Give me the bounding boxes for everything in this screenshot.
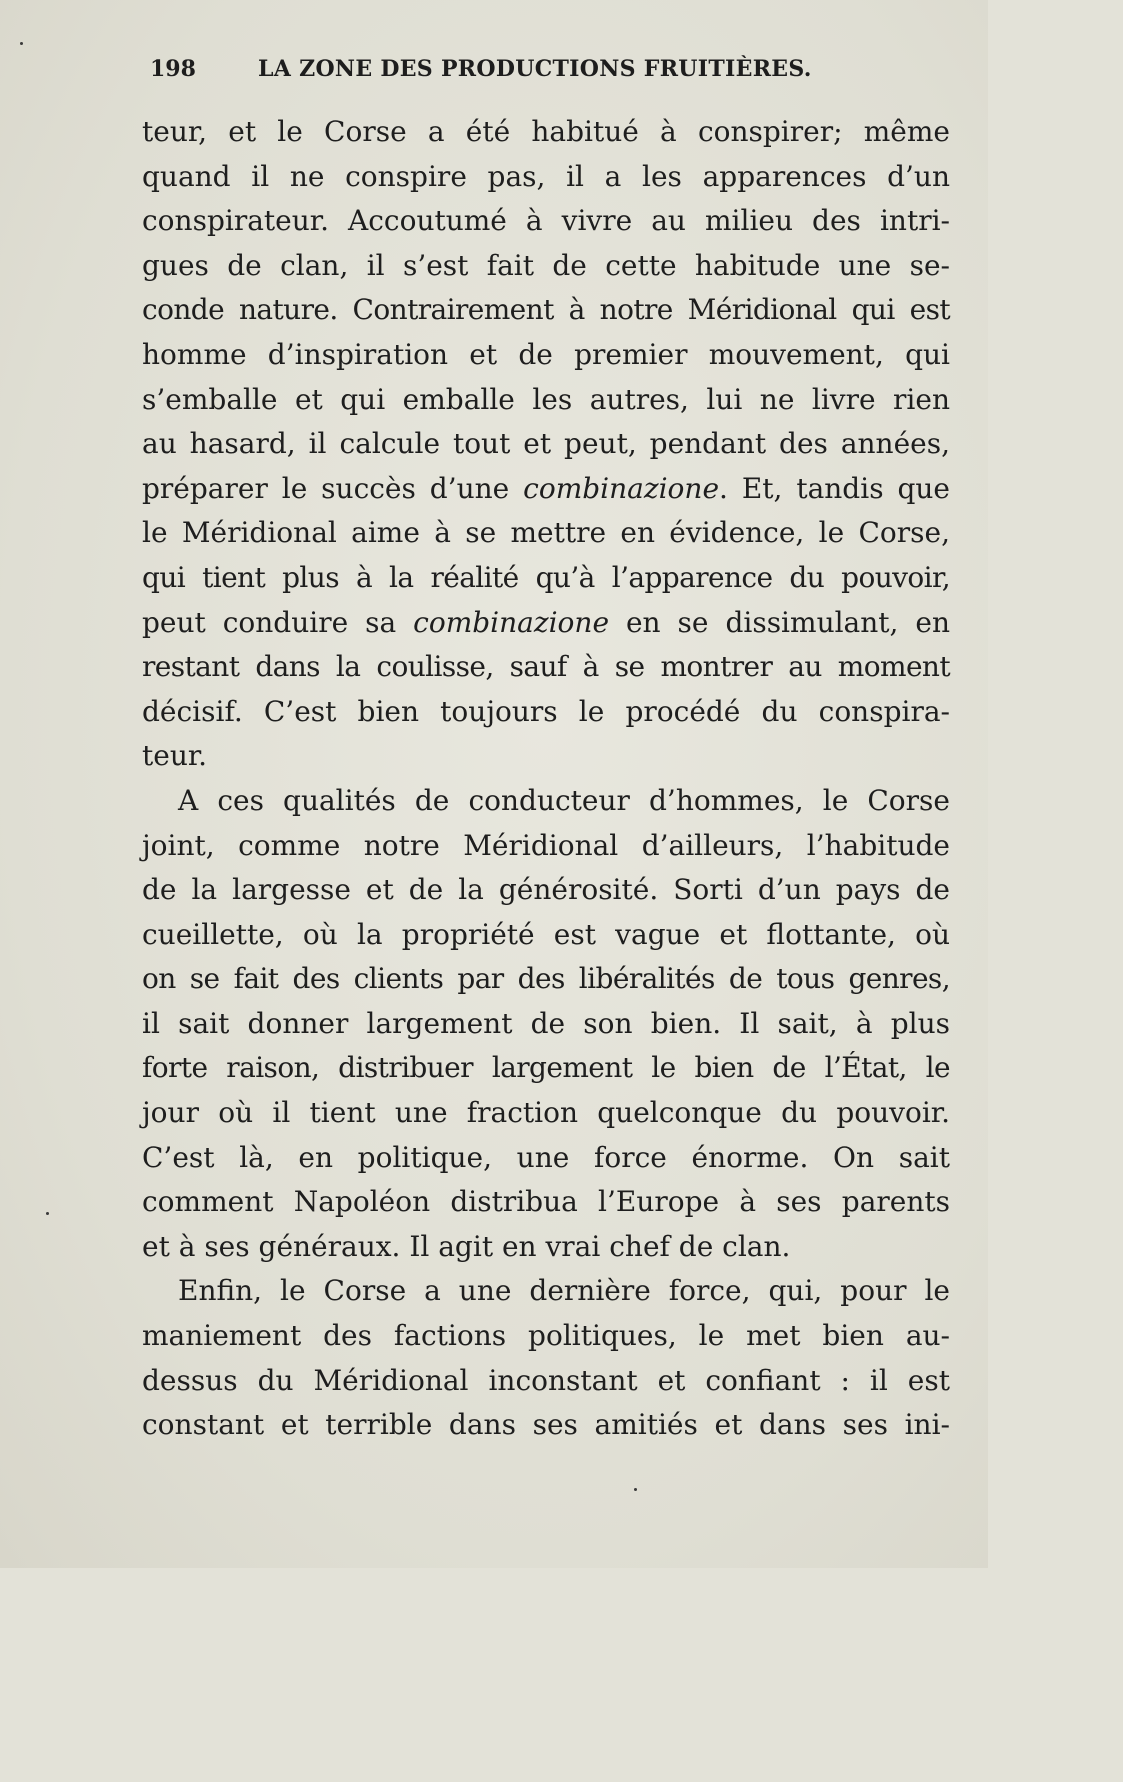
text-run: peut conduire sa [142, 605, 414, 639]
text-line [142, 601, 950, 646]
paper-speck [46, 1212, 49, 1215]
italic-term: combinazione [523, 471, 720, 505]
text-line [142, 467, 950, 512]
text-line: conspirateur. Accoutumé à vivre au milieu des intri- [142, 204, 950, 238]
text-line: de la largesse et de la générosité. Sorti d’un pays de [142, 873, 950, 907]
running-title: LA ZONE DES PRODUCTIONS FRUITIÈRES. [258, 56, 812, 82]
text-line: dessus du Méridional inconstant et confiant : il est [142, 1363, 950, 1397]
text-line: on se fait des clients par des libéralités de tous genres, [142, 962, 950, 996]
text-line: comment Napoléon distribua l’Europe à ses parents [142, 1185, 950, 1219]
text-line: il sait donner largement de son bien. Il sait, à plus [142, 1006, 950, 1040]
italic-term: combinazione [413, 605, 610, 639]
text-line: jour où il tient une fraction quelconque du pouvoir. [142, 1096, 950, 1130]
text-line: quand il ne conspire pas, il a les apparences d’un [142, 159, 950, 193]
text-line: au hasard, il calcule tout et peut, pendant des années, [142, 427, 950, 461]
text-run: . Et, tandis que [719, 471, 950, 505]
text-line: et à ses généraux. Il agit en vrai chef de clan. [142, 1229, 791, 1263]
text-run: préparer le succès d’une [142, 471, 524, 505]
text-line: teur, et le Corse a été habitué à conspirer; même [142, 115, 950, 148]
text-line: cueillette, où la propriété est vague et flottante, où [142, 917, 950, 951]
text-line: s’emballe et qui emballe les autres, lui ne livre rien [142, 382, 950, 416]
text-line: homme d’inspiration et de premier mouvement, qui [142, 337, 950, 371]
text-line: teur. [142, 739, 208, 773]
running-head [150, 50, 850, 86]
body-text [142, 110, 950, 1448]
text-line: C’est là, en politique, une force énorme. On sait [142, 1140, 950, 1174]
paragraph-first-line: Enfin, le Corse a une dernière force, qui, pour le [178, 1274, 950, 1308]
text-line: gues de clan, il s’est fait de cette habitude une se- [142, 248, 950, 282]
text-line: maniement des factions politiques, le met bien au- [142, 1319, 950, 1353]
text-line: décisif. C’est bien toujours le procédé du conspira- [142, 694, 950, 728]
text-line: joint, comme notre Méridional d’ailleurs, l’habitude [142, 828, 950, 862]
text-line: qui tient plus à la réalité qu’à l’apparence du pouvoir, [142, 560, 950, 594]
text-line: forte raison, distribuer largement le bien de l’État, le [142, 1051, 950, 1085]
paper-speck [20, 42, 23, 45]
text-run: en se dissimulant, en [609, 605, 950, 639]
page-number: 198 [150, 56, 196, 82]
text-line: constant et terrible dans ses amitiés et dans ses ini- [142, 1408, 950, 1442]
text-line: le Méridional aime à se mettre en évidence, le Corse, [142, 516, 950, 550]
text-line: conde nature. Contrairement à notre Méridional qui est [142, 293, 950, 327]
text-line: restant dans la coulisse, sauf à se montrer au moment [142, 650, 950, 684]
paragraph-first-line: A ces qualités de conducteur d’hommes, le Corse [178, 783, 950, 817]
paper-speck [634, 1488, 637, 1491]
